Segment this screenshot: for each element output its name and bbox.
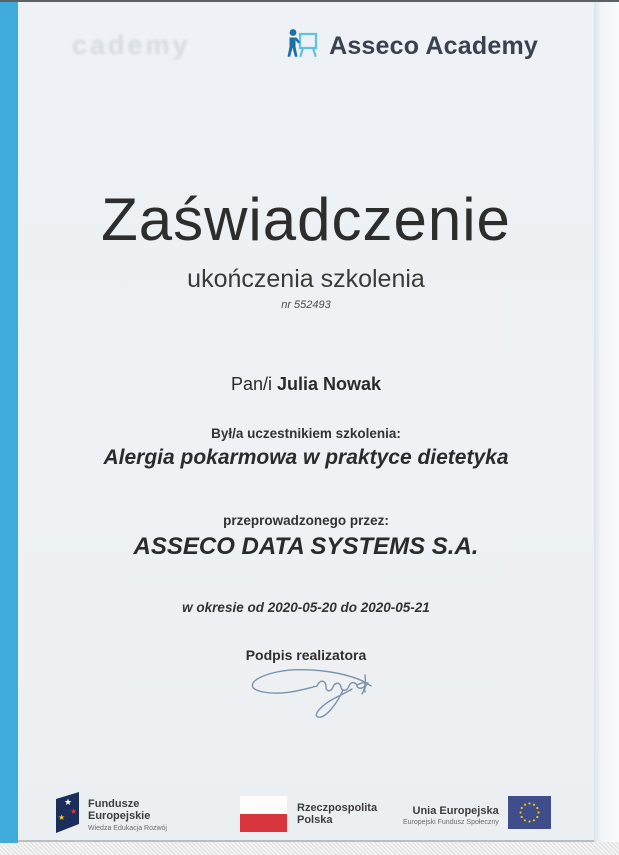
svg-text:★: ★ [64,798,73,808]
eu-funds-text [88,798,167,832]
eu-funds-logo-block [54,790,167,840]
signature-label: Podpis realizatora [245,647,367,663]
footer-logos [18,788,594,840]
certificate-page [0,2,594,842]
participation-label: Był/a uczestnikiem szkolenia: [211,426,401,441]
poland-flag-icon [240,796,287,832]
scanner-background-texture [0,840,619,855]
eu-funds-title-line1: Fundusze [88,798,140,810]
recipient-line [18,374,594,395]
course-title: Alergia pokarmowa w praktyce dietetyka [103,446,509,469]
certificate-content [18,2,594,842]
eu-logo-block [403,796,551,834]
bleed-through-text: cademy [72,30,191,60]
eu-text [403,805,499,826]
eu-funds-title-line2: Europejskie [88,810,151,822]
handwritten-signature [231,666,381,728]
svg-text:★: ★ [70,807,78,816]
page-right-edge [594,2,619,842]
accent-stripe [0,2,18,843]
certificate-subtitle: ukończenia szkolenia [187,265,425,293]
recipient-prefix: Pan/i [230,374,272,394]
poland-title-line2: Polska [297,814,333,826]
brand-wordmark: Asseco Academy [329,32,538,60]
eu-funds-flag-icon [54,790,81,840]
certificate-title: Zaświadczenie [101,186,511,253]
recipient-name: Julia Nowak [277,374,382,394]
certificate-number: nr 552493 [281,299,331,311]
svg-text:★: ★ [58,813,66,822]
conducted-by-label: przeprowadzonego przez: [223,513,389,528]
eu-flag-icon [508,796,551,834]
poland-text [297,802,377,826]
eu-funds-subtitle: Wiedza Edukacja Rozwój [88,825,167,832]
poland-logo-block [240,796,377,832]
poland-title-line1: Rzeczpospolita [297,802,378,814]
eu-subtitle: Europejski Fundusz Społeczny [403,818,499,826]
training-date-range: w okresie od 2020-05-20 do 2020-05-21 [182,600,430,615]
organizer-name: ASSECO DATA SYSTEMS S.A. [133,533,479,560]
eu-title: Unia Europejska [412,804,499,817]
